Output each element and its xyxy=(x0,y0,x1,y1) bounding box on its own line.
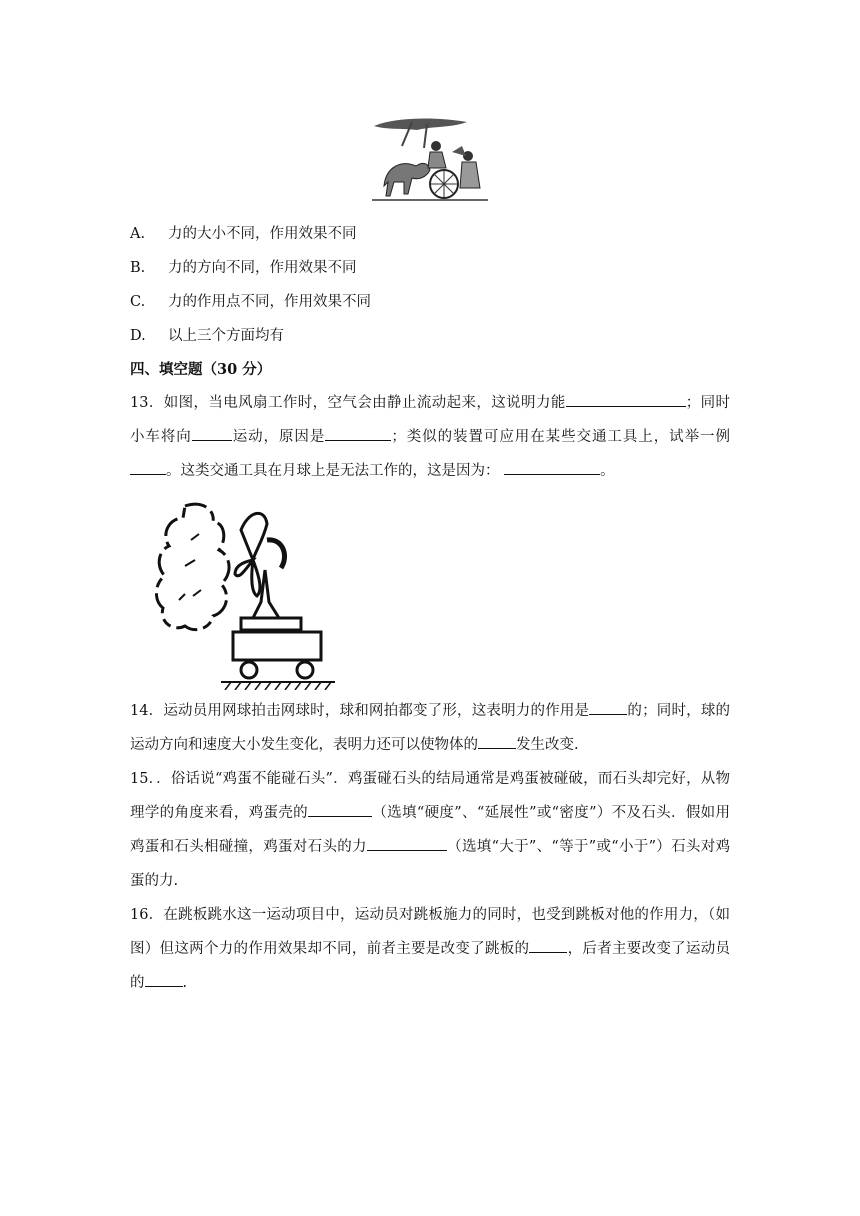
option-text: 以上三个方面均有 xyxy=(168,328,284,344)
option-d xyxy=(130,326,284,346)
question-14 xyxy=(130,694,730,762)
answer-blank[interactable] xyxy=(308,802,372,817)
option-b xyxy=(130,258,357,278)
q15-text-3: （选填“大于”、“等于”或“小于”）石头对鸡蛋的力. xyxy=(130,839,731,889)
answer-blank[interactable] xyxy=(325,426,391,441)
question-13 xyxy=(130,386,730,488)
option-text: 力的大小不同，作用效果不同 xyxy=(168,226,357,242)
option-letter: B. xyxy=(130,260,146,276)
answer-blank[interactable] xyxy=(504,460,600,475)
option-text: 力的方向不同，作用效果不同 xyxy=(168,260,357,276)
question-16 xyxy=(130,898,730,1000)
option-a xyxy=(130,224,357,244)
answer-blank[interactable] xyxy=(529,938,567,953)
q13-text-5: 。这类交通工具在月球上是无法工作的，这是因为： xyxy=(166,463,500,479)
q16-text-3: . xyxy=(182,975,188,991)
q14-text-2: 的；同时，球的运动方向和速度大小发生变化，表明力还可以使物体的 xyxy=(130,703,731,753)
q13-text-6: 。 xyxy=(600,463,615,479)
option-letter: A. xyxy=(130,226,146,242)
answer-blank[interactable] xyxy=(367,836,447,851)
answer-blank[interactable] xyxy=(566,392,686,407)
answer-blank[interactable] xyxy=(478,734,516,749)
answer-blank[interactable] xyxy=(130,460,166,475)
q13-text-1: 13．如图，当电风扇工作时，空气会由静止流动起来，这说明力能 xyxy=(130,395,566,411)
q15-text-1: 15．．俗话说“鸡蛋不能碰石头”．鸡蛋碰石头的结局通常是鸡蛋被碰破，而石头却完好，从物理学的角度来看，鸡蛋壳的 xyxy=(130,771,730,821)
option-letter: D. xyxy=(130,328,146,344)
answer-blank[interactable] xyxy=(589,700,627,715)
fan-cart-illustration xyxy=(155,500,343,690)
answer-blank[interactable] xyxy=(145,972,183,987)
q16-text-2: ，后者主要改变了运动员的 xyxy=(130,941,731,991)
option-text: 力的作用点不同，作用效果不同 xyxy=(168,294,371,310)
q13-text-4: ；类似的装置可应用在某些交通工具上，试举一例 xyxy=(391,429,730,445)
section-heading: 四、填空题（30 分） xyxy=(130,361,272,378)
q14-text-1: 14．运动员用网球拍击网球时，球和网拍都变了形，这表明力的作用是 xyxy=(130,703,590,719)
horse-cart-illustration xyxy=(372,116,488,206)
q13-text-2: ；同时小车将向 xyxy=(130,395,730,445)
option-letter: C. xyxy=(130,294,146,310)
question-15 xyxy=(130,762,730,898)
q15-text-2: （选填“硬度”、“延展性”或“密度”）不及石头．假如用鸡蛋和石头相碰撞，鸡蛋对石头的力 xyxy=(130,805,731,855)
q14-text-3: 发生改变. xyxy=(516,737,579,753)
answer-blank[interactable] xyxy=(192,426,232,441)
q16-text-1: 16．在跳板跳水这一运动项目中，运动员对跳板施力的同时，也受到跳板对他的作用力，（如图）但这两个力的作用效果却不同，前者主要是改变了跳板的 xyxy=(130,907,730,957)
q13-text-3: 运动，原因是 xyxy=(231,429,326,445)
option-c xyxy=(130,292,371,312)
